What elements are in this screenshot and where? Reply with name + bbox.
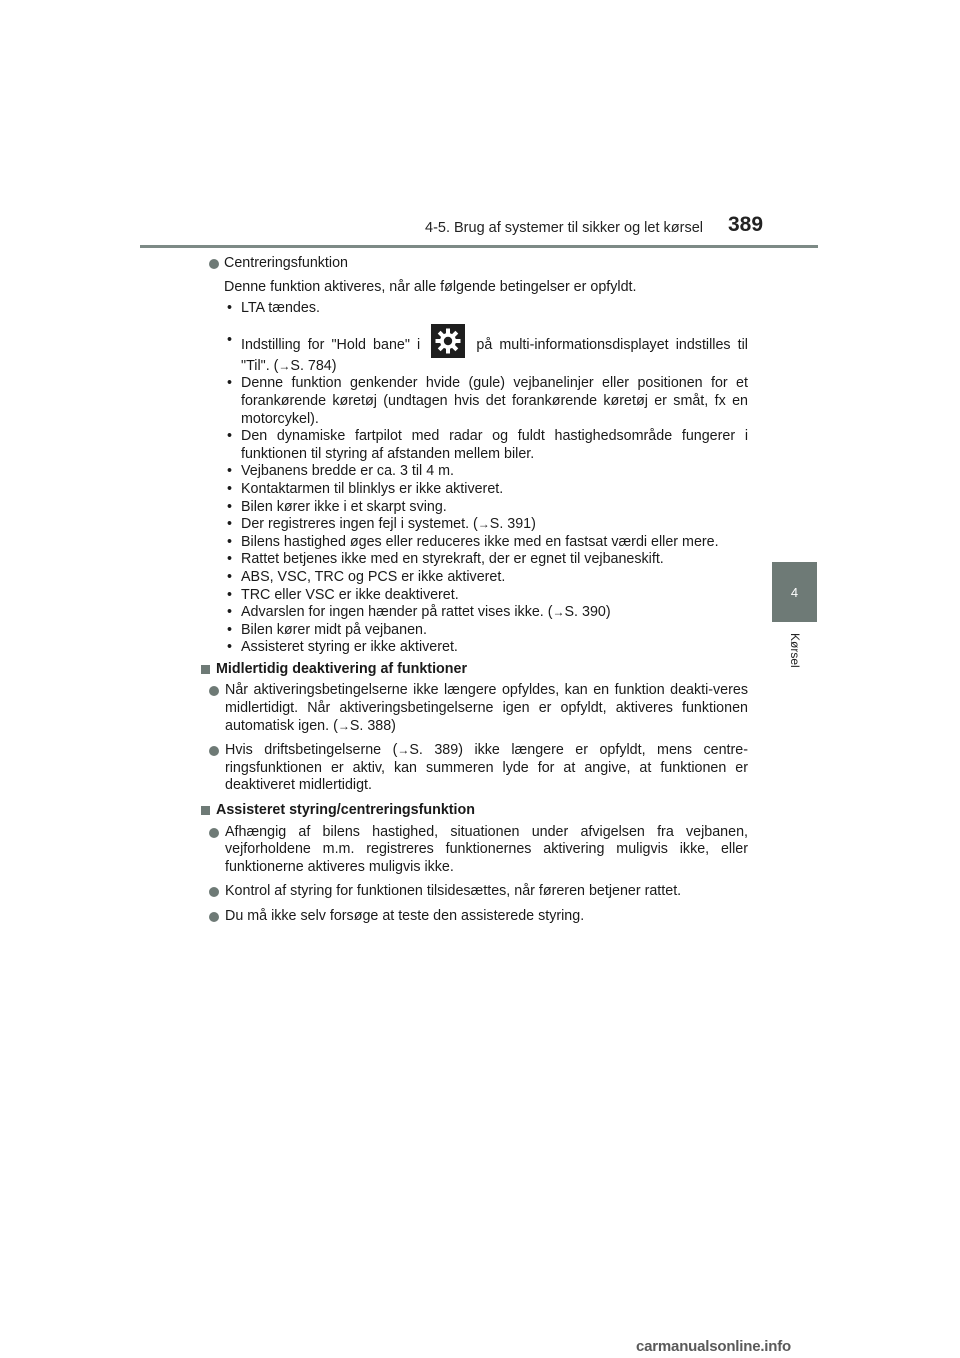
circle-bullet-icon: [209, 887, 219, 897]
list-item: • Kontaktarmen til blinklys er ikke aktiveret.: [225, 481, 748, 499]
circle-bullet-icon: [209, 912, 219, 922]
assisted-paragraph-2: Kontrol af styring for funktionen tilsidesættes, når føreren betjener rattet.: [192, 883, 748, 901]
list-item: • Denne funktion genkender hvide (gule) vejbanelinjer eller positionen for et forankørende køretøj (undtagen hvis det forankørende køretøj er småt, fx en motorcykel).: [225, 375, 748, 428]
list-item: • Indstilling for "Hold bane" i på multi-informationsdisplayet indstilles til "Til". (→S. 784): [225, 332, 748, 376]
square-bullet-icon: [201, 665, 210, 674]
assisted-steering-heading: Assisteret styring/centreringsfunktion: [200, 802, 748, 820]
circle-bullet-icon: [209, 746, 219, 756]
footer-watermark[interactable]: carmanualsonline.info: [636, 1338, 791, 1355]
arrow-icon: →: [397, 743, 410, 758]
list-item: • LTA tændes.: [225, 300, 748, 318]
chapter-tab[interactable]: 4: [772, 562, 817, 622]
list-item: • Den dynamiske fartpilot med radar og fuldt hastighedsområde fungerer i funktionen til styring af afstanden mellem biler.: [225, 428, 748, 463]
temp-deactivation-paragraph-1: Når aktiveringsbetingelserne ikke længere opfyldes, kan en funktion deakti-veres midlertidigt. Når aktiveringsbetingelserne igen er opfyldt, aktiveres funktionen automatisk igen. (→S. 388): [192, 682, 748, 735]
list-item: • Advarslen for ingen hænder på rattet vises ikke. (→S. 390): [225, 604, 748, 622]
square-bullet-icon: [201, 806, 210, 815]
page-content: [208, 255, 748, 926]
circle-bullet-icon: [209, 259, 219, 269]
header-divider: [140, 245, 818, 248]
list-item: • TRC eller VSC er ikke deaktiveret.: [225, 587, 748, 605]
list-item: • Vejbanens bredde er ca. 3 til 4 m.: [225, 463, 748, 481]
list-item: • ABS, VSC, TRC og PCS er ikke aktiveret.: [225, 569, 748, 587]
page-header-title: 4-5. Brug af systemer til sikker og let kørsel: [425, 220, 703, 236]
gear-icon: [431, 324, 465, 358]
centering-intro: Denne funktion aktiveres, når alle følgende betingelser er opfyldt.: [224, 278, 637, 295]
page-number: 389: [728, 213, 764, 236]
assisted-paragraph-1: Afhængig af bilens hastighed, situationen under afvigelsen fra vejbanen, vejforholdene m.m. registreres funktionernes aktivering muligvis ikke, eller funktionerne aktiveres muligvis ikke.: [192, 824, 748, 877]
list-item: • Der registreres ingen fejl i systemet. (→S. 391): [225, 516, 748, 534]
arrow-icon: →: [477, 517, 490, 532]
arrow-icon: →: [278, 358, 291, 373]
list-item: • Assisteret styring er ikke aktiveret.: [225, 639, 748, 657]
arrow-icon: →: [337, 718, 350, 733]
circle-bullet-icon: [209, 828, 219, 838]
list-item: • Bilen kører ikke i et skarpt sving.: [225, 499, 748, 517]
list-item: • Bilens hastighed øges eller reduceres ikke med en fastsat værdi eller mere.: [225, 534, 748, 552]
arrow-icon: →: [552, 605, 565, 620]
temp-deactivation-paragraph-2: Hvis driftsbetingelserne (→S. 389) ikke længere er opfyldt, mens centre-ringsfunktionen er aktiv, kan summeren lyde for at angive, at funktionen er deaktiveret midlertidigt.: [192, 742, 748, 795]
chapter-label: Kørsel: [788, 632, 802, 668]
assisted-paragraph-3: Du må ikke selv forsøge at teste den assisterede styring.: [192, 908, 748, 926]
list-item: • Rattet betjenes ikke med en styrekraft, der er egnet til vejbaneskift.: [225, 551, 748, 569]
temp-deactivation-heading: Midlertidig deaktivering af funktioner: [200, 661, 748, 679]
circle-bullet-icon: [209, 686, 219, 696]
conditions-list: [225, 300, 748, 657]
centering-heading: Centreringsfunktion: [208, 255, 748, 273]
list-item: • Bilen kører midt på vejbanen.: [225, 622, 748, 640]
